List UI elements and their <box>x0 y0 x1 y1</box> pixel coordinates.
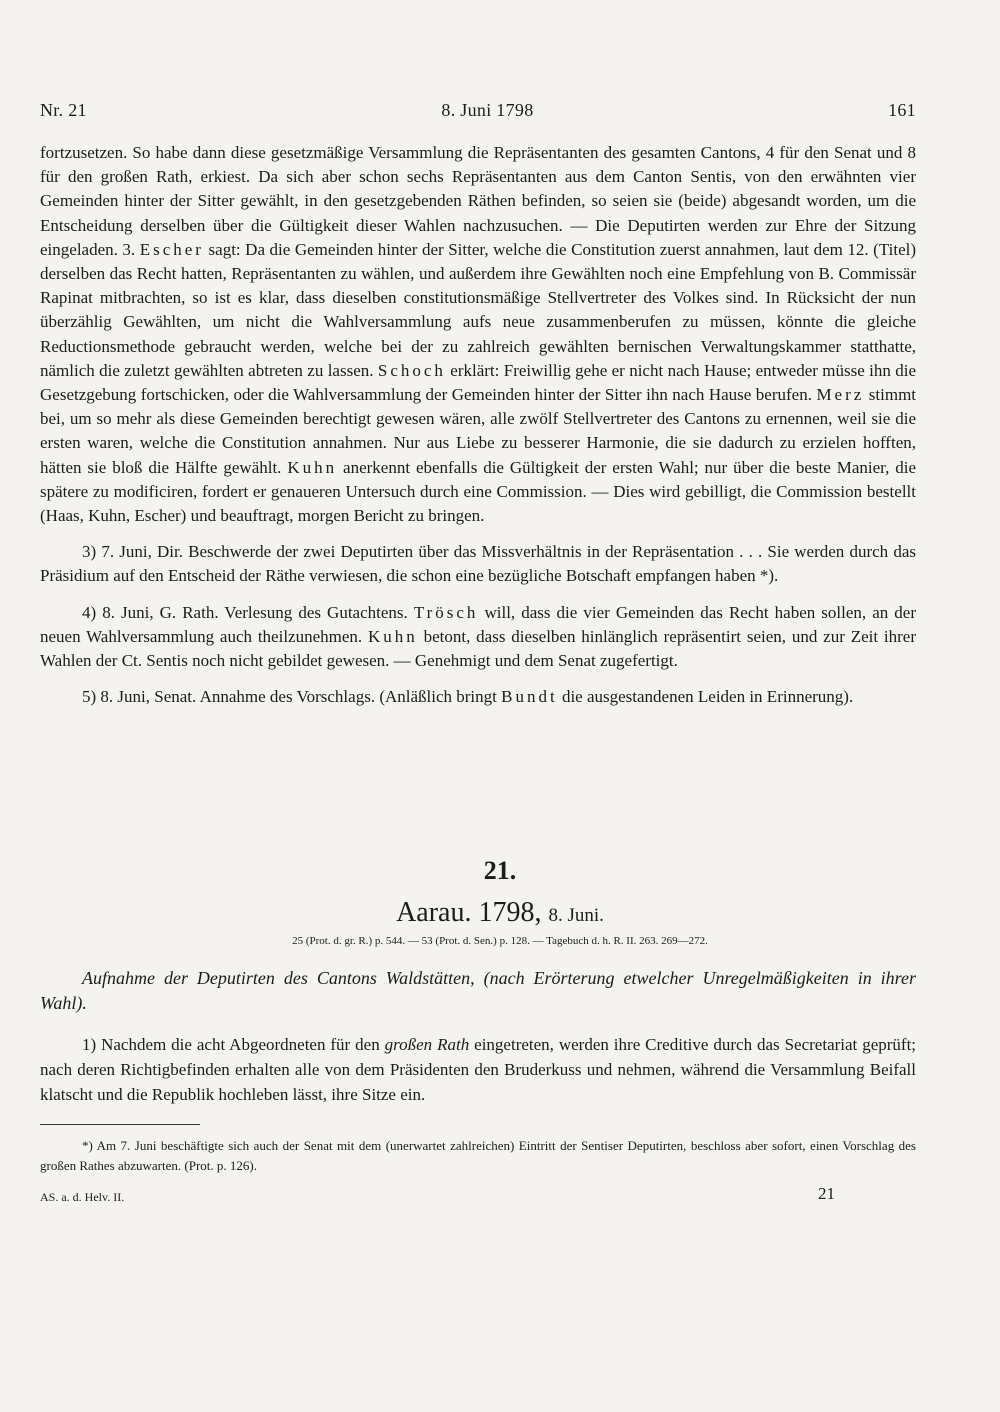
source-references: 25 (Prot. d. gr. R.) p. 544. — 53 (Prot. d. Sen.) p. 128. — Tagebuch d. h. R. II. 263. 269—272. <box>292 935 708 947</box>
speaker-name: Kuhn <box>368 626 418 646</box>
document-number: Nr. 21 <box>40 100 87 120</box>
text-run: 5) 8. Juni, Senat. Annahme des Vorschlags. (Anläßlich bringt <box>82 687 497 707</box>
paragraph-continuation <box>40 141 916 528</box>
footer-signature: AS. a. d. Helv. II. <box>40 1190 125 1204</box>
section-heading <box>0 896 1000 933</box>
speaker-name: Trösch <box>413 602 479 622</box>
sheet-number: 21 <box>818 1184 835 1203</box>
section-date: 8. Juni. <box>548 905 604 926</box>
section-summary: Aufnahme der Deputirten des Cantons Waldstätten, (nach Erörterung etwelcher Unregelmäßigkeiten in ihrer Wahl). <box>40 968 916 1013</box>
text-run: 1) Nachdem die acht Abgeordneten für den <box>82 1035 380 1054</box>
text-run: stimmt bei, um so mehr als diese Gemeinden berechtigt gewesen wären, alle zwölf Stellvertreter des Cantons zu ernennen, weil sie die ersten waren, welche die Constitution annahmen. Nur aus Liebe zu besserer Harmonie, die sie dadurch zu erzielen hofften, hätten sie bloß die Hälfte gewählt. <box>40 385 917 477</box>
running-header <box>40 100 916 121</box>
text-run: sagt: Da die Gemeinden hinter der Sitter, welche die Constitution zuerst annahmen, laut dem 12. (Titel) derselben das Recht hatten, Repräsentanten zu wählen, und außerdem ihre Gewählten noch eine Empfehlung von B. Commissär Rapinat mitbrachten, so ist es klar, dass dieselben constitutionsmäßige Stellvertreter des Volkes sind. In Rücksicht der nun überzählig Gewählten, um nicht die Wahlversammlung aufs neue zusammenberufen zu müssen, könnte die gleiche Reductionsmethode gebraucht werden, welche bei der zu zahlreich gewählten bernischen Verwaltungskammer statthatte, nämlich die zuletzt gewählten abtreten zu lassen. <box>40 239 916 380</box>
section-number: 21. <box>483 856 517 885</box>
main-text <box>40 141 916 709</box>
text-run: erklärt: Freiwillig gehe er nicht nach Hause; entweder müsse ihn die Gesetzgebung fortschicken, oder die Wahlversammlung der Gemeinden hinter der Sitter ihn nach Hause berufen. <box>40 360 917 405</box>
paragraph-item-4 <box>40 601 916 674</box>
speaker-name: Kuhn <box>287 457 338 477</box>
section-year: 1798, <box>478 897 542 928</box>
speaker-name: Merz <box>816 385 865 405</box>
text-run: anerkennt ebenfalls die Gültigkeit der ersten Wahl; nur über die beste Manier, die spätere zu modificiren, fordert er genaueren Untersuch durch eine Commission. — Dies wird gebilligt, die Commission bestellt (Haas, Kuhn, Escher) und beauftragt, morgen Bericht zu bringen. <box>40 457 917 526</box>
footnote-divider <box>40 1124 200 1125</box>
text-run: will, dass die vier Gemeinden das Recht haben sollen, an der neuen Wahlversammlung auch theilzunehmen. <box>40 602 916 646</box>
emphasis-text: großen Rath <box>384 1035 470 1054</box>
text-run: 4) 8. Juni, G. Rath. Verlesung des Gutachtens. <box>82 602 408 622</box>
header-date: 8. Juni 1798 <box>441 100 534 120</box>
speaker-name: Bundt <box>501 687 558 707</box>
section-place: Aarau. <box>396 897 472 928</box>
section-paragraph-1 <box>40 1032 916 1107</box>
paragraph-item-5 <box>40 685 916 709</box>
text-run: eingetreten, werden ihre Creditive durch das Secretariat geprüft; nach deren Richtigbefinden erhalten alle von dem Präsidenten den Bruderkuss und nehmen, während die Versammlung Beifall klatscht und die Republik hochleben lässt, ihre Sitze ein. <box>40 1035 917 1104</box>
paragraph-item-3: 3) 7. Juni, Dir. Beschwerde der zwei Deputirten über das Missverhältnis in der Repräsentation . . . Sie werden durch das Präsidium auf den Entscheid der Räthe verwiesen, die schon eine bezügliche Botschaft empfangen haben *). <box>40 542 916 586</box>
text-run: die ausgestandenen Leiden in Erinnerung). <box>561 687 854 707</box>
speaker-name: Schoch <box>377 360 446 380</box>
page-number: 161 <box>888 100 916 120</box>
speaker-name: Escher <box>139 239 204 259</box>
text-run: betont, dass dieselben hinlänglich repräsentirt seien, und zur Zeit ihrer Wahlen der Ct. Sentis noch nicht gebildet gewesen. — Genehmigt und dem Senat zugefertigt. <box>40 626 916 671</box>
text-run: fortzusetzen. So habe dann diese gesetzmäßige Versammlung die Repräsentanten des gesamten Cantons, 4 für den Senat und 8 für den großen Rath, erkiest. Da sich aber schon sechs Repräsentanten aus dem Canton Sentis, von den erwähnten vier Gemeinden hinter der Sitter gewählt, in den gesetzgebenden Räthen befinden, so seien sie (beide) abgesandt worden, um die Entscheidung derselben über die Gültigkeit dieser Wahlen nachzusuchen. — Die Deputirten werden zur Ehre der Sitzung eingeladen. 3. <box>40 143 916 259</box>
footnote: *) Am 7. Juni beschäftigte sich auch der Senat mit dem (unerwartet zahlreichen) Eintritt der Sentiser Deputirten, beschloss aber sofort, einen Vorschlag des großen Rathes abzuwarten. (Prot. p. 126). <box>40 1138 916 1173</box>
